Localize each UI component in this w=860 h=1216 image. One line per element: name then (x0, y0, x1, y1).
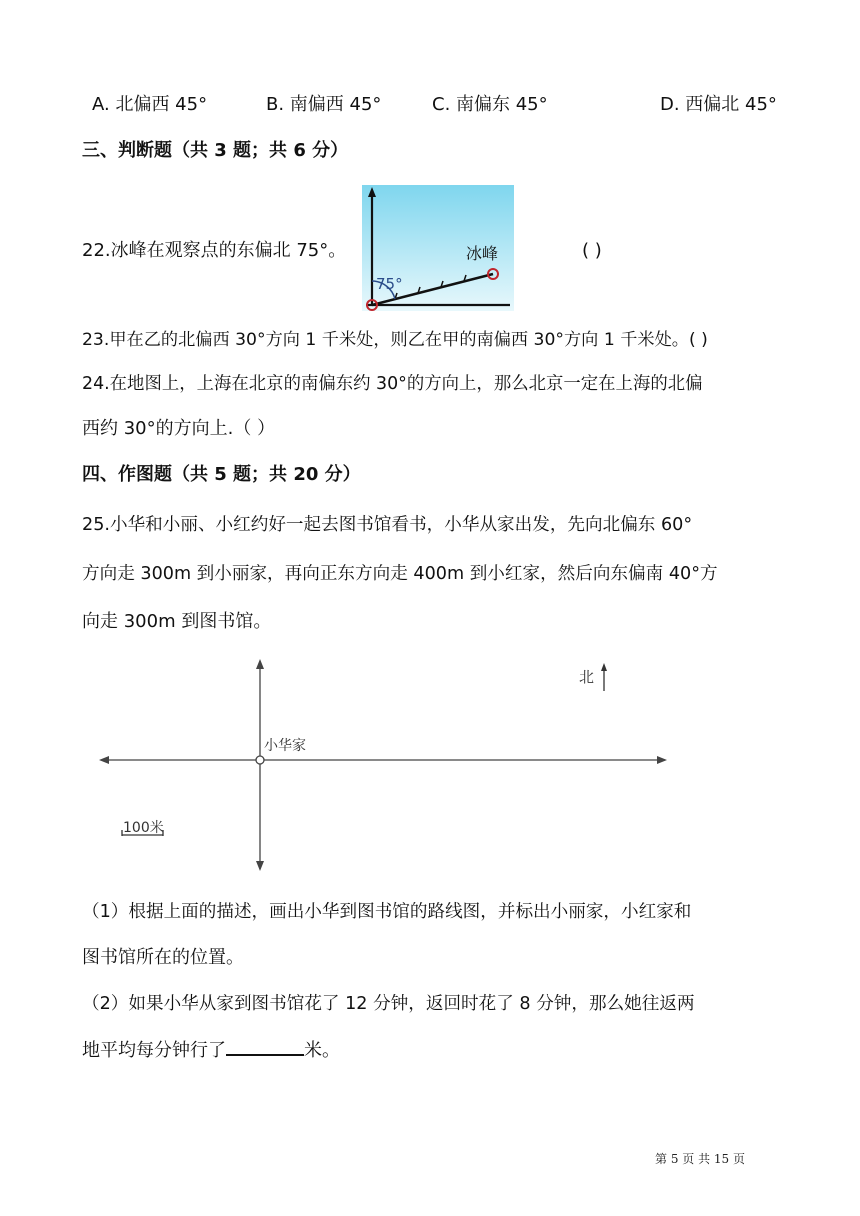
q25-line1: 25.小华和小丽、小红约好一起去图书馆看书，小华从家出发，先向北偏东 60° (82, 515, 693, 535)
option-b: B. 南偏西 45° (266, 94, 382, 115)
section-3-title: 三、判断题（共 3 题；共 6 分） (82, 140, 349, 161)
option-c: C. 南偏东 45° (432, 94, 548, 115)
q22-answer-paren: ( ) (582, 240, 602, 261)
q24-line1: 24.在地图上，上海在北京的南偏东约 30°的方向上，那么北京一定在上海的北偏 (82, 374, 703, 394)
q22-angle-label: 75° (376, 275, 403, 293)
q22-peak-label: 冰峰 (466, 244, 499, 263)
q25-sub1-line1: （1）根据上面的描述，画出小华到图书馆的路线图，并标出小丽家，小红家和 (82, 902, 692, 922)
option-a: A. 北偏西 45° (92, 94, 208, 115)
section-4-title: 四、作图题（共 5 题；共 20 分） (82, 464, 361, 485)
option-d: D. 西偏北 45° (660, 94, 777, 115)
q25-map (95, 655, 675, 875)
q25-sub2-line1: （2）如果小华从家到图书馆花了 12 分钟，返回时花了 8 分钟，那么她往返两 (82, 994, 695, 1014)
q25-sub1-line2: 图书馆所在的位置。 (82, 947, 244, 968)
map-home-label: 小华家 (264, 738, 306, 754)
q23-text: 23.甲在乙的北偏西 30°方向 1 千米处，则乙在甲的南偏西 30°方向 1 千米处。( ) (82, 330, 708, 350)
map-scale-label: 100米 (123, 820, 164, 836)
q25-line3: 向走 300m 到图书馆。 (82, 611, 272, 632)
q25-sub2-text-b: 米。 (304, 1040, 340, 1061)
page-footer: 第 5 页 共 15 页 (655, 1152, 745, 1166)
q25-line2: 方向走 300m 到小丽家，再向正东方向走 400m 到小红家，然后向东偏南 40°方 (82, 564, 718, 584)
q24-line2: 西约 30°的方向上.（ ） (82, 418, 276, 439)
q22-text: 22.冰峰在观察点的东偏北 75°。 (82, 240, 347, 261)
q22-figure (362, 185, 514, 311)
answer-blank[interactable] (226, 1036, 304, 1056)
q25-sub2-text-a: 地平均每分钟行了 (82, 1040, 226, 1061)
map-north-label: 北 (579, 668, 595, 686)
q25-sub2-line2 (82, 1036, 340, 1064)
